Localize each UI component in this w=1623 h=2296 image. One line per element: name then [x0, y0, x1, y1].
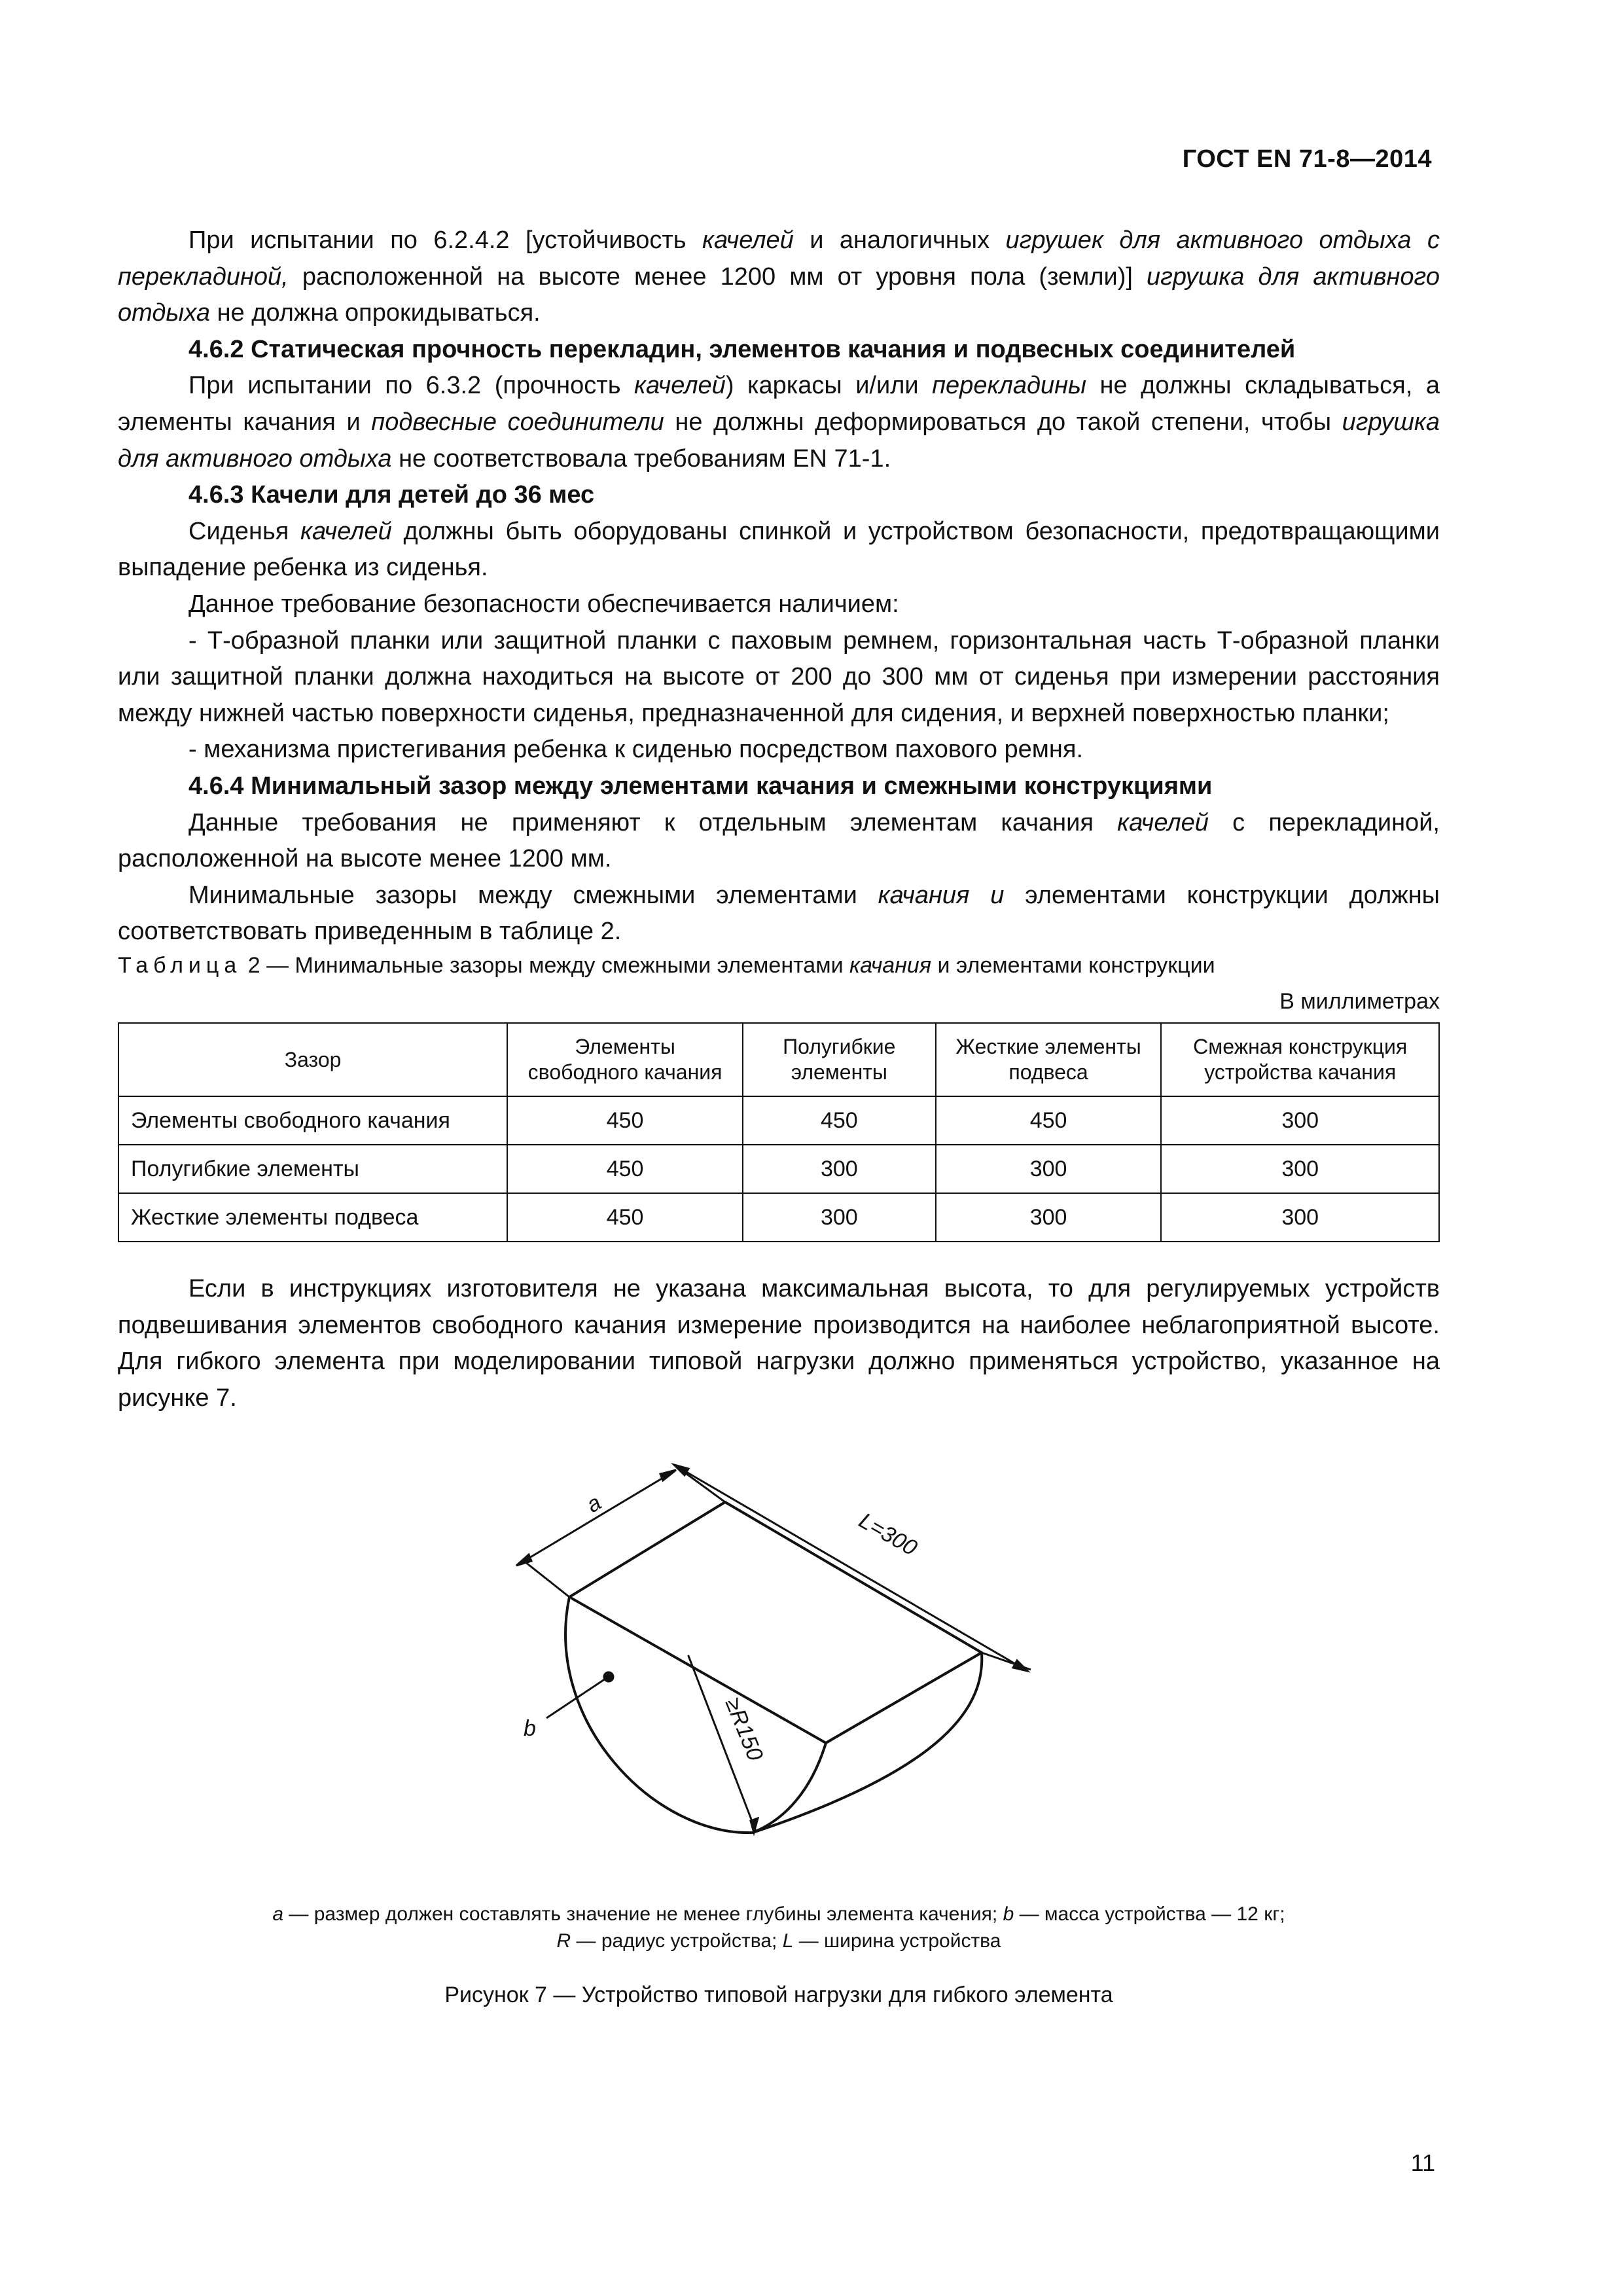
- term-italic: качелей: [634, 372, 726, 400]
- table-caption-label: Таблица: [118, 953, 242, 978]
- arrowhead: [1013, 1660, 1027, 1671]
- text-run: с перекладиной, расположенной на высоте менее 1200 мм.: [118, 808, 1440, 873]
- term-italic: перекладины: [932, 372, 1086, 400]
- mass-center-dot: [604, 1672, 613, 1681]
- legend-symbol: L: [782, 1930, 794, 1952]
- table-cell: 300: [1161, 1096, 1439, 1145]
- text-run: Данные требования не применяют к отдельным элементам качания: [188, 808, 1118, 836]
- row-header: Элементы свободного качания: [118, 1096, 507, 1145]
- text-run: Сиденья: [188, 517, 301, 545]
- term-italic: подвесные соединители: [371, 408, 664, 436]
- term-italic: игрушек для активного отдыха с перекладиной,: [118, 226, 1440, 291]
- page-number: 11: [1410, 2149, 1435, 2176]
- text-run: — размер должен составлять значение не менее глубины элемента качения;: [283, 1903, 1003, 1925]
- term-italic: качелей: [300, 517, 392, 545]
- table-cell: 450: [507, 1096, 743, 1145]
- table-cell: 450: [507, 1193, 743, 1242]
- text-run: не должны складываться, а элементы качания и: [118, 372, 1440, 436]
- text-run: — ширина устройства: [793, 1930, 1001, 1952]
- section-heading-4-6-3: 4.6.3 Качели для детей до 36 мес: [188, 481, 595, 509]
- list-item-crotch-strap: - механизма пристегивания ребенка к сиденью посредством пахового ремня.: [188, 736, 1084, 764]
- paragraph-safety-requirement: Данное требование безопасности обеспечивается наличием:: [188, 590, 899, 618]
- text-run: Минимальные зазоры между смежными элементами: [188, 881, 878, 909]
- text-run: не должны деформироваться до такой степени, чтобы: [664, 408, 1342, 436]
- legend-line: [118, 1901, 1440, 1928]
- table-cell: 300: [1161, 1145, 1439, 1193]
- text-run: 2 — Минимальные зазоры между смежными элементами: [241, 953, 850, 978]
- table-cell: 300: [743, 1193, 936, 1242]
- dimension-label-l: L=300: [855, 1508, 921, 1561]
- text-run: не должна опрокидываться.: [210, 299, 541, 327]
- term-italic: игрушка для активного отдыха: [118, 262, 1440, 327]
- dimension-a-extension: [522, 1560, 569, 1597]
- table-cell: 300: [936, 1193, 1162, 1242]
- legend-symbol: b: [1003, 1903, 1014, 1925]
- table-cell: 300: [936, 1145, 1162, 1193]
- dimension-label-a: a: [582, 1490, 606, 1518]
- text-run: — масса устройства — 12 кг;: [1014, 1903, 1285, 1925]
- table-cell: 450: [936, 1096, 1162, 1145]
- text-run: элементами конструкции должны соответствовать приведенным в таблице 2.: [118, 881, 1440, 946]
- text-run: и элементами конструкции: [931, 953, 1215, 978]
- column-header: Полугибкие элементы: [743, 1023, 936, 1096]
- row-header: Полугибкие элементы: [118, 1145, 507, 1193]
- legend-symbol: a: [272, 1903, 284, 1925]
- text-run: При испытании по 6.2.4.2 [устойчивость: [188, 226, 703, 254]
- legend-line: [118, 1928, 1440, 1954]
- document-code: ГОСТ EN 71-8—2014: [1182, 145, 1432, 173]
- text-run: расположенной на высоте менее 1200 мм от уровня пола (земли)]: [288, 262, 1147, 291]
- text-run: При испытании по 6.3.2 (прочность: [188, 372, 635, 400]
- term-italic: качания и: [878, 881, 1005, 909]
- term-italic: качелей: [1117, 808, 1209, 836]
- table-cell: 300: [1161, 1193, 1439, 1242]
- figure-legend: [118, 1901, 1440, 1954]
- list-item-t-bar: - Т-образной планки или защитной планки с паховым ремнем, горизонтальная часть Т-образной планки или защитной планки должна находиться на высоте от 200 до 300 мм от сиденья при измерении расстояния между нижней частью поверхности сиденья, предназначенной для сидения, и верхней поверхностью планки;: [118, 626, 1440, 727]
- text-run: ) каркасы и/или: [725, 372, 933, 400]
- row-header: Жесткие элементы подвеса: [118, 1193, 507, 1242]
- section-heading-4-6-2: 4.6.2 Статическая прочность перекладин, элементов качания и подвесных соединителей: [188, 335, 1296, 363]
- text-run: и аналогичных: [793, 226, 1006, 254]
- text-run: не соответствовала требованиям EN 71-1.: [391, 444, 891, 473]
- label-b: b: [524, 1716, 536, 1741]
- table-units: В миллиметрах: [1279, 989, 1440, 1014]
- dimension-label-r: ≥R150: [720, 1694, 768, 1765]
- table-cell: 450: [507, 1145, 743, 1193]
- column-header: Элементы свободного качания: [507, 1023, 743, 1096]
- column-header: Зазор: [118, 1023, 507, 1096]
- arrowhead: [660, 1470, 676, 1480]
- column-header: Жесткие элементы подвеса: [936, 1023, 1162, 1096]
- column-header: Смежная конструкция устройства качания: [1161, 1023, 1439, 1096]
- section-heading-4-6-4: 4.6.4 Минимальный зазор между элементами качания и смежными конструкциями: [188, 772, 1213, 800]
- term-italic: качелей: [702, 226, 794, 254]
- text-run: — радиус устройства;: [571, 1930, 783, 1952]
- paragraph-adjustable-devices: Если в инструкциях изготовителя не указана максимальная высота, то для регулируемых устройств подвешивания элементов свободного качания измерение производится на наиболее неблагоприятной высоте. Для гибкого элемента при моделировании типовой нагрузки должно применяться устройство, указанное на рисунке 7.: [118, 1275, 1440, 1412]
- term-italic: игрушка для активного отдыха: [118, 408, 1440, 473]
- table-cell: 450: [743, 1096, 936, 1145]
- term-italic: качания: [849, 953, 931, 978]
- figure-caption: Рисунок 7 — Устройство типовой нагрузки для гибкого элемента: [444, 1982, 1113, 2007]
- table-cell: 300: [743, 1145, 936, 1193]
- legend-symbol: R: [556, 1930, 571, 1952]
- text-run: должны быть оборудованы спинкой и устройством безопасности, предотвращающими выпадение ребенка из сиденья.: [118, 517, 1440, 582]
